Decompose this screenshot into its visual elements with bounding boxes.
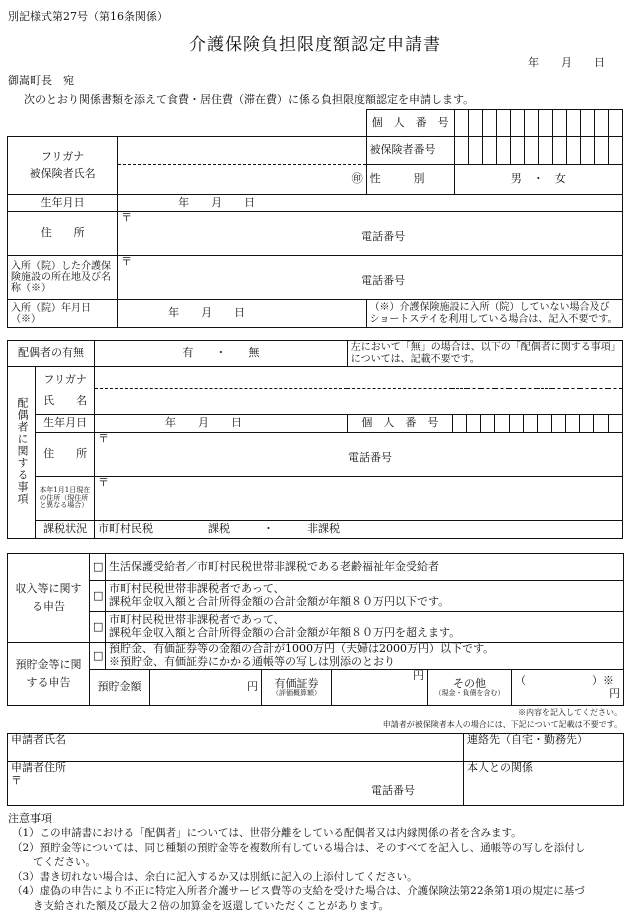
- spouse-jan1-field[interactable]: [94, 477, 622, 521]
- spouse-birth-value[interactable]: 年 月 日: [94, 415, 347, 433]
- spouse-birth-label: 生年月日: [36, 415, 95, 433]
- insured-kojin-bango-label: 個 人 番 号: [366, 110, 454, 137]
- spouse-has-label: 配偶者の有無: [8, 341, 95, 367]
- income-check-2[interactable]: □: [90, 581, 106, 612]
- address-postal: 〒: [121, 211, 133, 224]
- caution-item: （4）虚偽の申告により不正に特定入所者介護サービス費等の支給を受けた場合は、介護保険法第22条第1項の規定に基づ: [12, 885, 585, 897]
- spouse-tax-value[interactable]: 市町村民税 課税 ・ 非課税: [94, 521, 622, 539]
- admit-value[interactable]: 年 月 日: [118, 300, 366, 328]
- cautions-list: [12, 826, 585, 913]
- applicant-address-field[interactable]: [8, 762, 464, 806]
- savings-label: 預貯金等に関する申告: [8, 643, 90, 706]
- sex-options[interactable]: 男 ・ 女: [454, 165, 622, 195]
- applicant-postal: 〒: [11, 773, 22, 787]
- applicant-contact-label: 連絡先（自宅・勤務先）: [467, 733, 588, 746]
- facility-phone: 電話番号: [361, 273, 406, 287]
- other-amount[interactable]: （ ）※ 円: [512, 670, 624, 706]
- applicant-contact-field[interactable]: [464, 734, 624, 762]
- spouse-address-label: 住 所: [36, 433, 95, 477]
- insured-table: [7, 109, 623, 328]
- form-title: 介護保険負担限度額認定申請書: [189, 35, 441, 55]
- spouse-address-postal: 〒: [97, 432, 109, 445]
- other-label: その他 （現金・負債を含む）: [428, 670, 512, 706]
- sex-label: 性 別: [366, 165, 454, 195]
- furigana-label: フリガナ: [40, 149, 85, 163]
- spouse-name-label: 氏 名: [43, 393, 88, 407]
- insured-name-label: 被保険者氏名: [29, 166, 96, 180]
- cautions-heading: 注意事項: [8, 812, 52, 825]
- savings-check[interactable]: □: [90, 643, 106, 670]
- income-option-2: 市町村民税世帯非課税者であって、 課税年金収入額と合計所得金額の合計金額が年額８０万円以下です。: [106, 581, 624, 612]
- form-number: 別記様式第27号（第16条関係）: [8, 10, 168, 23]
- spouse-name-input[interactable]: [94, 389, 622, 415]
- address-label: 住 所: [8, 212, 118, 256]
- spouse-furigana-input[interactable]: [94, 367, 622, 389]
- spouse-name-label-cell: [36, 367, 95, 415]
- applicant-table: [7, 733, 624, 806]
- securities-amount[interactable]: 円: [332, 670, 428, 706]
- caution-item: き支給された額及び最大２倍の加算金を返還していただくことがあります。: [12, 899, 390, 912]
- spouse-furigana-label: フリガナ: [43, 372, 87, 386]
- income-check-3[interactable]: □: [90, 612, 106, 643]
- applicant-relation-label: 本人との関係: [467, 761, 533, 774]
- savings-desc: 預貯金、有価証券等の金額の合計が1000万円（夫婦は2000万円）以下です。 ※預貯金、有価証券にかかる通帳等の写しは別添のとおり: [106, 643, 624, 670]
- applicant-relation-field[interactable]: [464, 762, 624, 806]
- spouse-side-label: 配偶者に関する事項: [8, 367, 36, 539]
- income-option-1: 生活保護受給者／市町村民税世帯非課税である老齢福祉年金受給者: [106, 554, 624, 581]
- spouse-address-field[interactable]: [94, 433, 622, 477]
- caution-item: （3）書き切れない場合は、余白に記入するか又は別紙に記入の上添付してください。: [12, 870, 418, 883]
- deposit-label: 預貯金額: [90, 670, 150, 706]
- birth-value[interactable]: 年 月 日: [118, 195, 623, 212]
- furigana-input[interactable]: [118, 137, 366, 165]
- seal-mark: ㊞: [351, 172, 363, 186]
- spouse-address-phone: 電話番号: [347, 450, 392, 464]
- note-fill-content: ※内容を記入してください。: [518, 708, 622, 717]
- spouse-kojin-bango-label: 個 人 番 号: [347, 415, 452, 433]
- income-option-3: 市町村民税世帯非課税者であって、 課税年金収入額と合計所得金額の合計金額が年額８０万円を超えます。: [106, 612, 624, 643]
- addressee: 御嵩町長 宛: [8, 74, 74, 87]
- intro-text: 次のとおり関係書類を添えて食費・居住費（滞在費）に係る負担限度額認定を申請します。: [24, 93, 475, 106]
- applicant-name-label: 申請者氏名: [11, 733, 66, 746]
- insured-name-label-cell: [8, 137, 118, 195]
- applicant-address-label: 申請者住所: [11, 761, 66, 774]
- spouse-table: [7, 340, 623, 539]
- facility-label: 入所（院）した介護保険施設の所在地及び名称（※）: [8, 256, 118, 300]
- applicant-name-field[interactable]: [8, 734, 464, 762]
- income-check-1[interactable]: □: [90, 554, 106, 581]
- income-label: 収入等に関する申告: [8, 554, 90, 643]
- address-field[interactable]: [118, 212, 623, 256]
- spouse-jan1-postal: 〒: [97, 476, 109, 489]
- spouse-jan1-label: 本年1月1日現在の住所（現住所と異なる場合）: [36, 477, 95, 521]
- caution-item: てください。: [12, 856, 96, 868]
- facility-field[interactable]: [118, 256, 623, 300]
- note-applicant-self: 申請者が被保険者本人の場合には、下記について記載は不要です。: [382, 720, 622, 729]
- spouse-tax-label: 課税状況: [36, 521, 95, 539]
- application-date[interactable]: 年 月 日: [528, 56, 605, 69]
- caution-item: （1）この申請書における「配偶者」については、世帯分離をしている配偶者又は内縁関係の者を含みます。: [12, 827, 522, 839]
- income-table: [7, 553, 624, 706]
- applicant-phone: 電話番号: [371, 784, 415, 798]
- address-phone: 電話番号: [361, 229, 406, 243]
- birth-label: 生年月日: [8, 195, 118, 212]
- facility-postal: 〒: [121, 255, 133, 268]
- admit-note: （※）介護保険施設に入所（院）していない場合及びショートステイを利用している場合は、記入不要です。: [366, 300, 622, 328]
- spouse-has-options[interactable]: 有 ・ 無: [94, 341, 347, 367]
- securities-label: 有価証券 （評価概算額）: [262, 670, 332, 706]
- deposit-amount[interactable]: 円: [150, 670, 262, 706]
- admit-label: 入所（院）年月日（※）: [8, 300, 118, 328]
- hihokensha-bango-label: 被保険者番号: [366, 137, 454, 165]
- insured-name-input[interactable]: [118, 165, 366, 195]
- spouse-has-note: 左において「無」の場合は、以下の「配偶者に関する事項」については、記載不要です。: [347, 341, 622, 367]
- caution-item: （2）預貯金等については、同じ種類の預貯金等を複数所有している場合は、そのすべてを記入し、通帳等の写しを添付し: [12, 841, 586, 854]
